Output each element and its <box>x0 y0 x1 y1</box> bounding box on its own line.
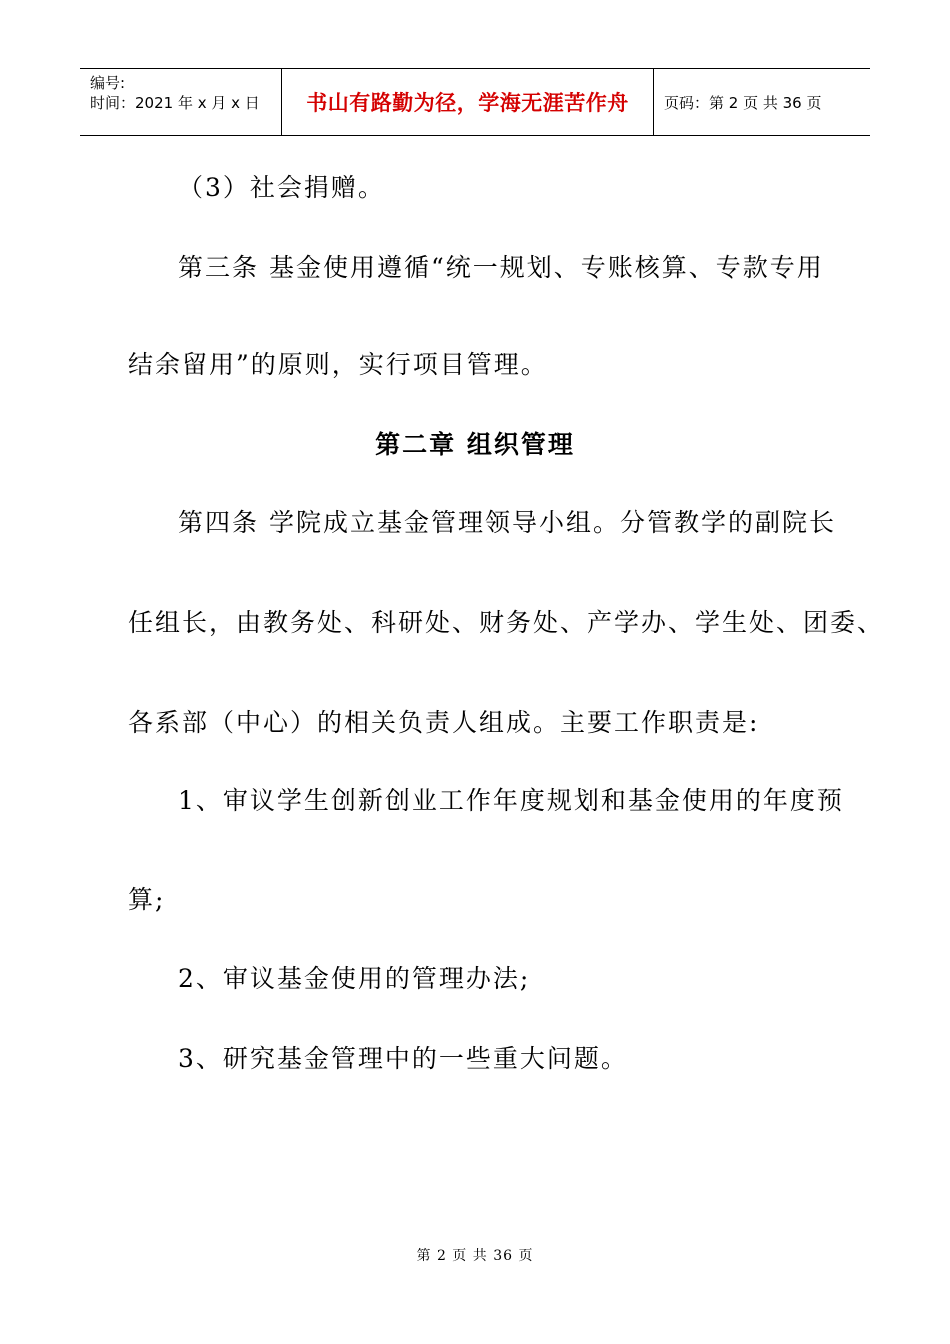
page-footer: 第 2 页 共 36 页 <box>416 1248 534 1264</box>
paragraph-line: 第三条 基金使用遵循“统一规划、专账核算、专款专用 <box>178 253 824 282</box>
paragraph-line: 结余留用”的原则，实行项目管理。 <box>128 350 548 379</box>
header-page-cell <box>654 69 870 135</box>
header-meta-cell <box>80 69 282 135</box>
paragraph-line: 2、审议基金使用的管理办法; <box>178 964 531 993</box>
document-header <box>80 68 870 136</box>
paragraph-line: 1、审议学生创新创业工作年度规划和基金使用的年度预 <box>178 786 844 815</box>
paragraph-line: 3、研究基金管理中的一些重大问题。 <box>178 1044 628 1073</box>
header-page-info: 页码：第 2 页 共 36 页 <box>664 93 822 112</box>
paragraph-line: （3）社会捐赠。 <box>178 173 385 202</box>
document-time-label: 时间：2021 年 x 月 x 日 <box>90 94 260 112</box>
header-motto: 书山有路勤为径，学海无涯苦作舟 <box>306 91 629 115</box>
header-motto-cell <box>282 69 654 135</box>
chapter-heading: 第二章 组织管理 <box>375 430 575 459</box>
paragraph-line: 各系部（中心）的相关负责人组成。主要工作职责是: <box>128 708 760 737</box>
paragraph-line: 任组长，由教务处、科研处、财务处、产学办、学生处、团委、 <box>128 608 885 637</box>
document-number-label: 编号: <box>90 74 126 92</box>
paragraph-line: 第四条 学院成立基金管理领导小组。分管教学的副院长 <box>178 508 836 537</box>
paragraph-line: 算; <box>128 885 166 914</box>
